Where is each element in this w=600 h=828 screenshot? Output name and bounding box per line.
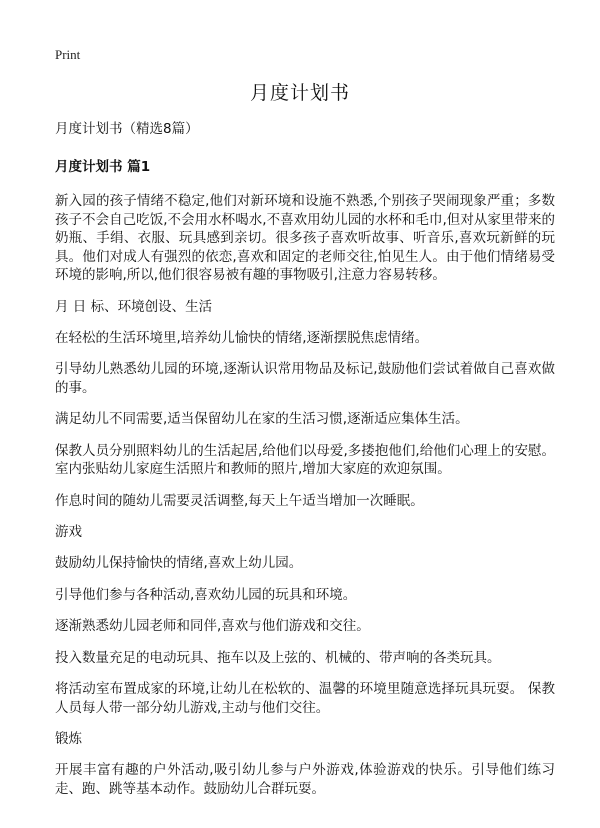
print-link[interactable]: Print — [55, 47, 81, 62]
heading-goals: 月 日 标、环境创设、生活 — [55, 298, 213, 315]
paragraph-game-1: 鼓励幼儿保持愉快的情绪,喜欢上幼儿园。 — [55, 555, 303, 571]
paragraph-goal-3: 满足幼儿不同需要,适当保留幼儿在家的生活习惯,逐渐适应集体生活。 — [55, 411, 469, 427]
paragraph-schedule: 作息时间的随幼儿需要灵活调整,每天上午适当增加一次睡眠。 — [55, 492, 424, 509]
paragraph-game-3: 逐渐熟悉幼儿园老师和同伴,喜欢与他们游戏和交往。 — [55, 618, 370, 634]
paragraph-game-4: 投入数量充足的电动玩具、拖车以及上弦的、机械的、带声响的各类玩具。 — [55, 649, 501, 666]
paragraph-goal-1: 在轻松的生活环境里,培养幼儿愉快的情绪,逐渐摆脱焦虑情绪。 — [55, 329, 429, 346]
document-subtitle: 月度计划书（精选8篇） — [55, 121, 199, 137]
paragraph-goal-2: 引导幼儿熟悉幼儿园的环境,逐渐认识常用物品及标记,鼓励他们尝试着做自己喜欢做的事。 — [55, 361, 555, 396]
document-body — [55, 120, 555, 811]
document-title: 月度计划书 — [249, 82, 350, 104]
section-title: 月度计划书 篇1 — [55, 159, 151, 175]
paragraph-game-2: 引导他们参与各种活动,喜欢幼儿园的玩具和环境。 — [55, 586, 357, 603]
paragraph-environment: 保教人员分别照料幼儿的生活起居,给他们以母爱,多搂抱他们,给他们心理上的安慰。室内张贴幼儿家庭生活照片和教师的照片,增加大家庭的欢迎氛围。 — [55, 442, 555, 477]
paragraph-intro: 新入园的孩子情绪不稳定,他们对新环境和设施不熟悉,个别孩子哭闹现象严重；多数孩子不会自己吃饭,不会用水杯喝水,不喜欢用幼儿园的水杯和毛巾,但对从家里带来的奶瓶、手绢、衣服、玩具感到亲切。很多孩子喜欢听故事、听音乐,喜欢玩新鲜的玩具。他们对成人有强烈的依恋,喜欢和固定的老师交往,怕见生人。由于他们情绪易受环境的影响,所以,他们很容易被有趣的事物吸引,注意力容易转移。 — [55, 193, 555, 283]
paragraph-game-5: 将活动室布置成家的环境,让幼儿在松软的、温馨的环境里随意选择玩具玩耍。 保教人员每人带一部分幼儿游戏,主动与他们交往。 — [55, 681, 555, 716]
heading-games: 游戏 — [55, 524, 82, 540]
paragraph-exercise: 开展丰富有趣的户外活动,吸引幼儿参与户外游戏,体验游戏的快乐。引导他们练习走、跑、跳等基本动作。鼓励幼儿合群玩耍。 — [55, 762, 555, 797]
heading-exercise: 锻炼 — [55, 731, 82, 747]
